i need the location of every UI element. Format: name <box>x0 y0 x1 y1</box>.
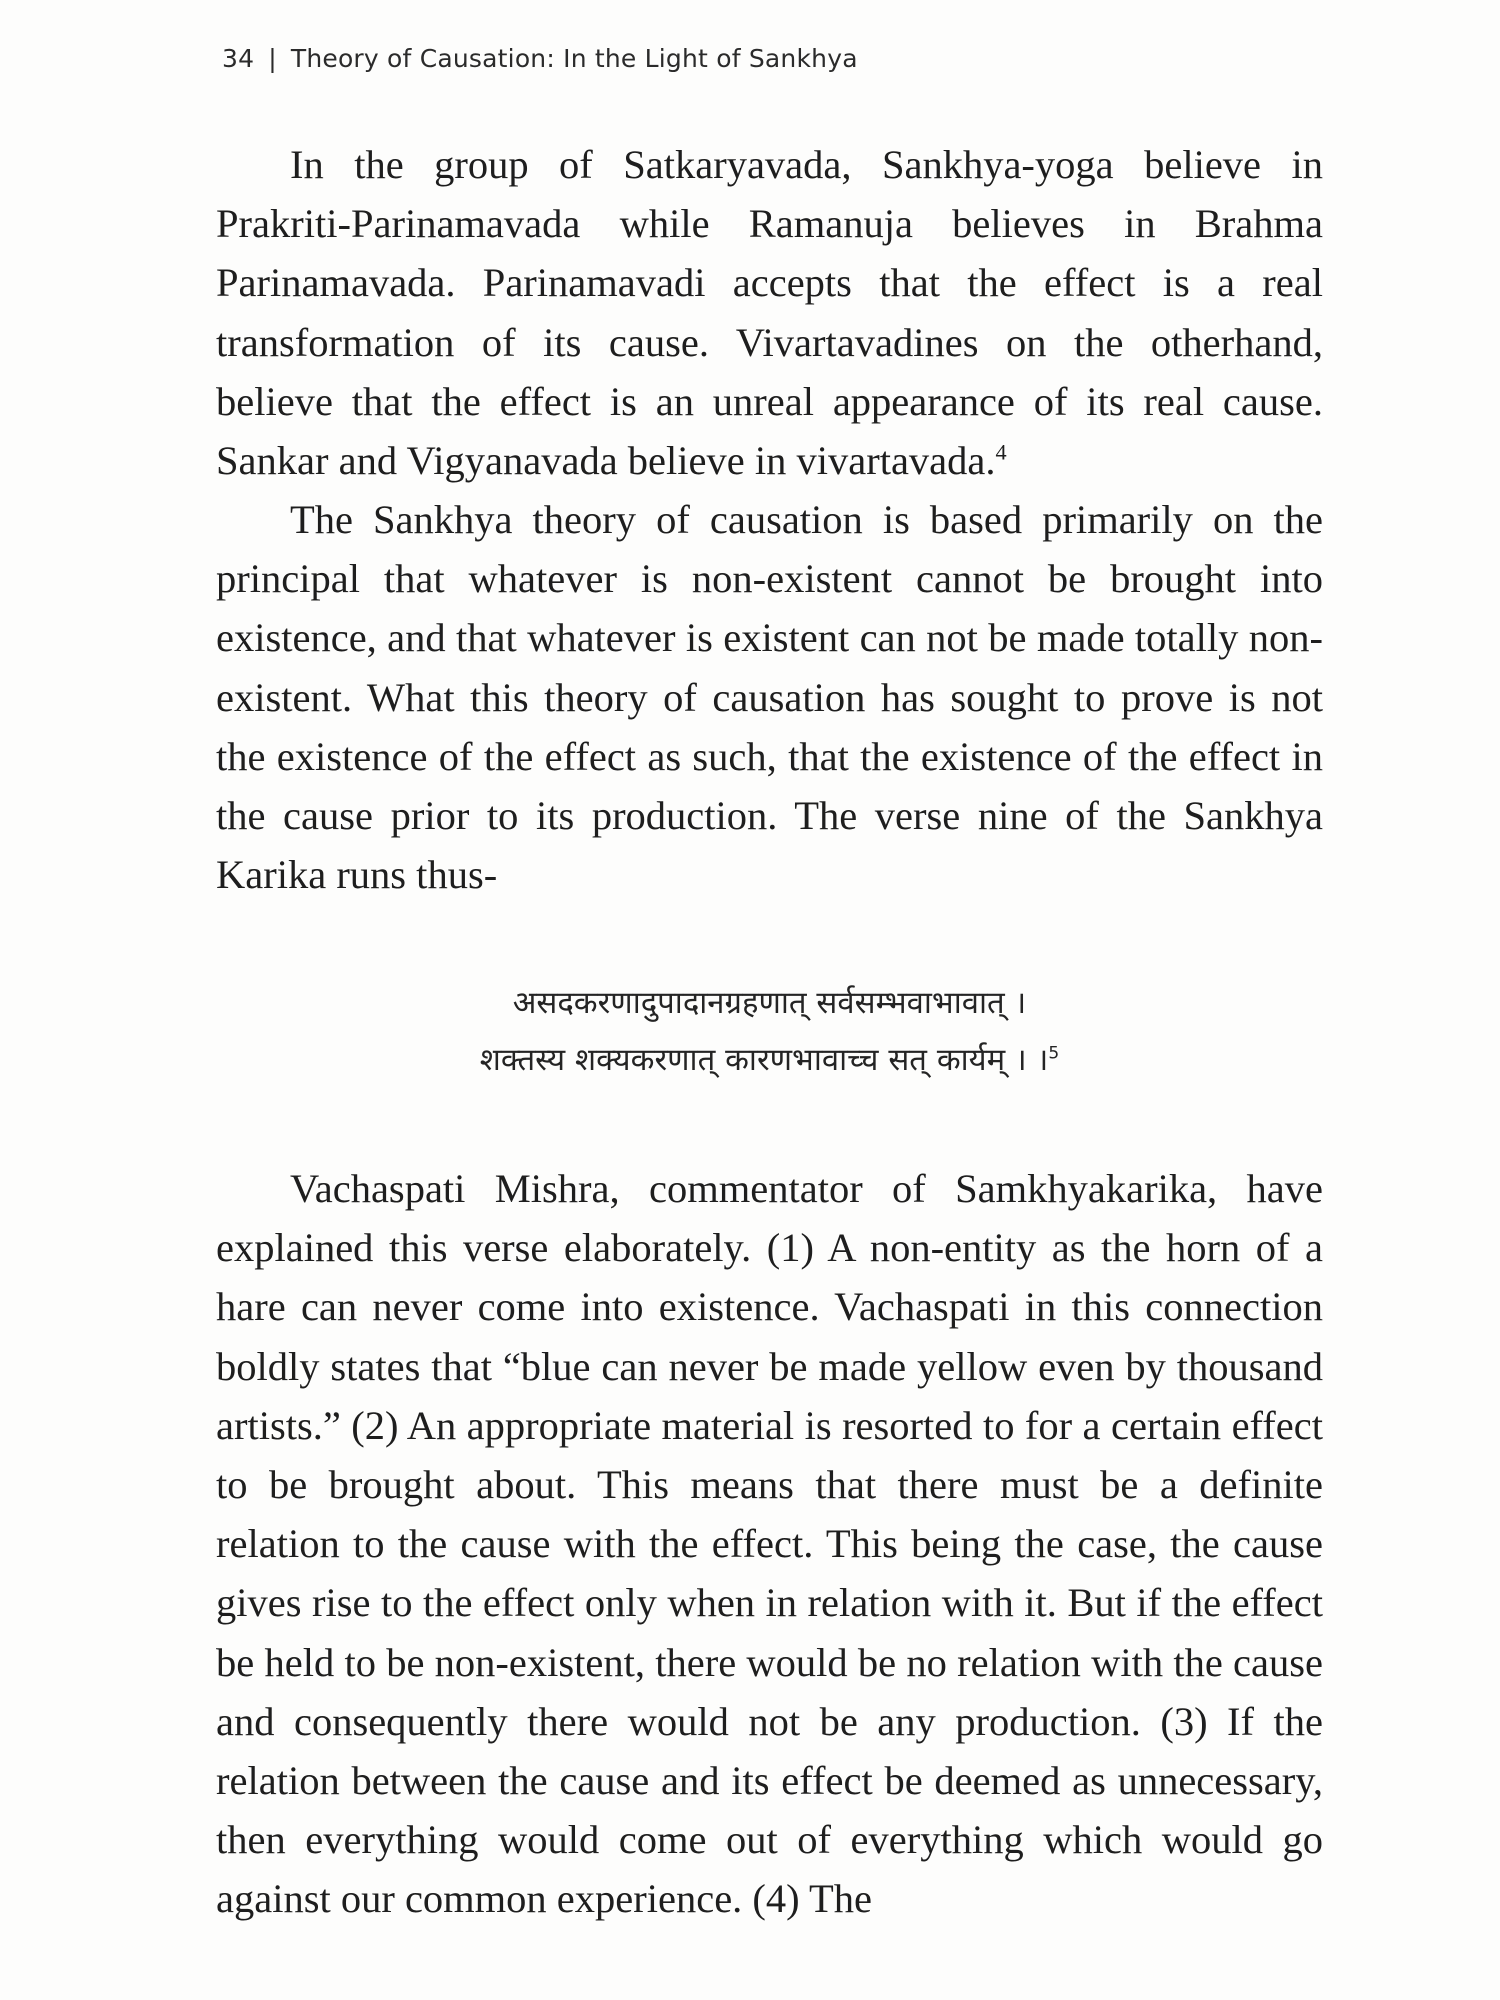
paragraph-sankhya-theory <box>216 490 1323 904</box>
paragraph-satkaryavada <box>216 135 1323 490</box>
verse-line-2-text: शक्तस्य शक्यकरणात् कारणभावाच्च सत् कार्यम् । । <box>479 1042 1049 1078</box>
paragraph-text: The Sankhya theory of causation is based primarily on the principal that whatever is non-existent cannot be brought into existence, and that whatever is existent can not be made totally non-existent. What this theory of causation has sought to prove is not the existence of the effect as such, that the existence of the effect in the cause prior to its production. The verse nine of the Sankhya Karika runs thus- <box>216 497 1323 898</box>
footnote-marker: 4 <box>995 439 1007 465</box>
paragraph-text: Vachaspati Mishra, commentator of Samkhyakarika, have explained this verse elaborately. (1) A non-entity as the horn of a hare can never come into existence. Vachaspati in this connection boldly states that “blue can never be made yellow even by thousand artists.” (2) An appropriate material is resorted to for a certain effect to be brought about. This means that there must be a definite relation to the cause with the effect. This being the case, the cause gives rise to the effect only when in relation with it. But if the effect be held to be non-existent, there would be no relation with the cause and consequently there would not be any production. (3) If the relation between the cause and its effect be deemed as unnecessary, then everything would come out of everything which would go against our common experience. (4) The <box>216 1166 1323 1922</box>
chapter-title: Theory of Causation: In the Light of Sankhya <box>290 44 858 73</box>
paragraph-vachaspati-commentary <box>216 1159 1323 1929</box>
paragraph-text: In the group of Satkaryavada, Sankhya-yoga believe in Prakriti-Parinamavada while Ramanuja believes in Brahma Parinamavada. Parinamavadi accepts that the effect is a real transformation of its cause. Vivartavadines on the otherhand, believe that the effect is an unreal appearance of its real cause. Sankar and Vigyanavada believe in vivartavada. <box>216 142 1323 484</box>
verse-line-2 <box>216 1032 1323 1089</box>
page-number: 34 <box>222 44 255 73</box>
running-head <box>222 44 858 73</box>
header-separator: | <box>268 44 277 73</box>
footnote-marker: 5 <box>1048 1043 1060 1064</box>
sanskrit-verse <box>216 975 1323 1089</box>
verse-line-1: असदकरणादुपादानग्रहणात् सर्वसम्भवाभावात् । <box>512 985 1027 1021</box>
